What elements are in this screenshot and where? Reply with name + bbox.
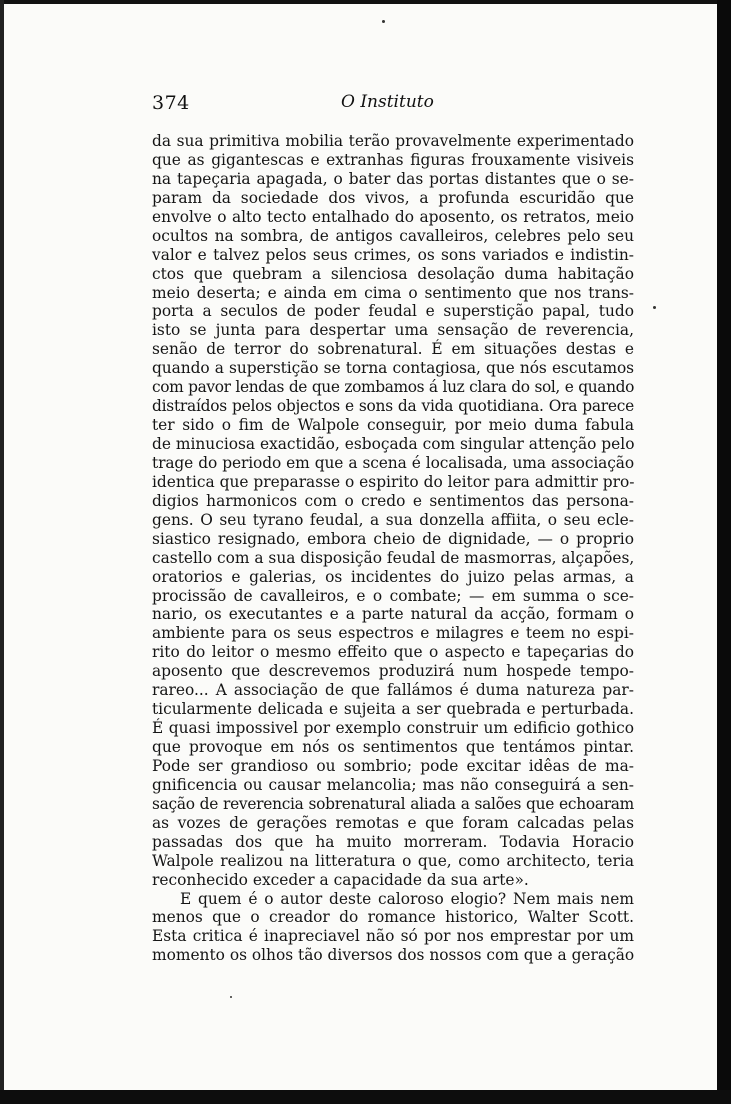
- text-line: rito do leitor o mesmo effeito que o aspecto e tapeçarias do: [152, 643, 634, 662]
- text-line: Esta critica é inapreciavel não só por nos emprestar por um: [152, 927, 634, 946]
- scan-speck: [230, 996, 232, 998]
- page-number: 374: [152, 92, 190, 114]
- text-line: isto se junta para despertar uma sensação de reverencia,: [152, 321, 634, 340]
- text-line: Walpole realizou na litteratura o que, como architecto, teria: [152, 851, 634, 870]
- text-line: oratorios e galerias, os incidentes do juizo pelas armas, a: [152, 567, 634, 586]
- text-line: castello com a sua disposição feudal de masmorras, alçapões,: [152, 548, 635, 567]
- text-line: senão de terror do sobrenatural. É em situações destas e: [152, 340, 634, 359]
- text-line: param da sociedade dos vivos, a profunda escuridão que: [152, 188, 634, 207]
- running-title: O Instituto: [341, 92, 434, 112]
- text-line: aposento que descrevemos produzirá num hospede tempo-: [152, 662, 634, 681]
- text-line: identica que preparasse o espirito do leitor para admittir pro-: [152, 472, 635, 491]
- text-line: que as gigantescas e extranhas figuras frouxamente visiveis: [152, 150, 634, 169]
- text-line: envolve o alto tecto entalhado do aposento, os retratos, meio: [152, 207, 634, 226]
- text-line: ambiente para os seus espectros e milagres e teem no espi-: [152, 624, 634, 643]
- text-line: de minuciosa exactidão, esboçada com singular attenção pelo: [152, 435, 635, 453]
- text-line: quando a superstição se torna contagiosa, que nós escutamos: [152, 359, 634, 378]
- text-line: na tapeçaria apagada, o bater das portas distantes que o se-: [152, 169, 634, 188]
- text-line: ter sido o fim de Walpole conseguir, por meio duma fabula: [152, 416, 634, 435]
- text-line: que provoque em nós os sentimentos que tentámos pintar.: [152, 738, 634, 756]
- text-line: siastico resignado, embora cheio de dignidade, — o proprio: [152, 529, 634, 548]
- text-line: valor e talvez pelos seus crimes, os sons variados e indistin-: [152, 245, 634, 264]
- text-line: passadas dos que ha muito morreram. Todavia Horacio: [152, 832, 634, 851]
- text-line: ctos que quebram a silenciosa desolação duma habitação: [152, 264, 634, 283]
- text-line: menos que o creador do romance historico, Walter Scott.: [152, 908, 634, 927]
- text-line: digios harmonicos com o credo e sentimentos das persona-: [152, 491, 634, 510]
- text-line: É quasi impossivel por exemplo construir um edificio gothico: [152, 719, 634, 738]
- paper-sheet: [4, 4, 717, 1090]
- text-line: rareo... A associação de que fallámos é duma natureza par-: [152, 681, 634, 700]
- text-line: procissão de cavalleiros, e o combate; — em summa o sce-: [152, 586, 634, 605]
- text-line: porta a seculos de poder feudal e superstição papal, tudo: [152, 302, 634, 321]
- text-line: reconhecido exceder a capacidade da sua arte».: [152, 870, 529, 889]
- text-line: sação de reverencia sobrenatural aliada a salões que echoaram: [152, 794, 634, 813]
- text-line: com pavor lendas de que zombamos á luz clara do sol, e quando: [152, 378, 634, 397]
- text-line: da sua primitiva mobilia terão provavelmente experimentado: [152, 132, 634, 150]
- text-line: ocultos na sombra, de antigos cavalleiros, celebres pelo seu: [152, 226, 634, 245]
- text-line: ticularmente delicada e sujeita a ser quebrada e perturbada.: [152, 700, 634, 719]
- scan-speck: [653, 306, 656, 309]
- text-line: gnificencia ou causar melancolia; mas não conseguirá a sen-: [152, 775, 634, 794]
- text-line: distraídos pelos objectos e sons da vida quotidiana. Ora parece: [152, 397, 634, 416]
- text-line: E quem é o autor deste caloroso elogio? Nem mais nem: [180, 889, 634, 908]
- scan-speck: [382, 20, 385, 23]
- text-line: meio deserta; e ainda em cima o sentimento que nos trans-: [152, 283, 634, 302]
- text-line: Pode ser grandioso ou sombrio; pode excitar idêas de ma-: [152, 756, 634, 775]
- text-line: momento os olhos tão diversos dos nossos com que a geração: [152, 946, 635, 965]
- text-line: trage do periodo em que a scena é localisada, uma associação: [152, 453, 634, 472]
- text-line: nario, os executantes e a parte natural da acção, formam o: [152, 605, 634, 624]
- text-line: as vozes de gerações remotas e que foram calcadas pelas: [152, 813, 634, 832]
- scan-border-right: [717, 0, 731, 1104]
- body-text: [152, 132, 634, 965]
- text-line: gens. O seu tyrano feudal, a sua donzella affiita, o seu ecle-: [152, 510, 634, 529]
- page-header: [4, 92, 717, 118]
- scan-border-bottom: [0, 1090, 731, 1104]
